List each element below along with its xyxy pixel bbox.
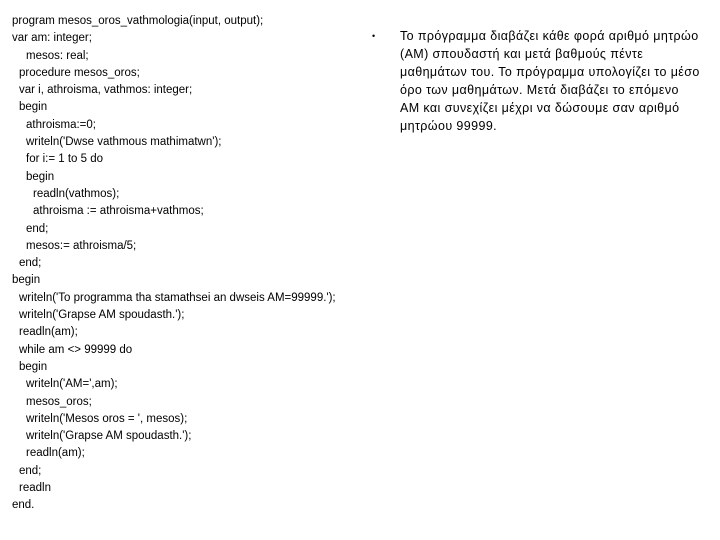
code-line: end; (26, 222, 49, 235)
code-line: var am: integer; (12, 32, 92, 45)
bullet-icon: • (372, 31, 376, 41)
code-line: athroisma:=0; (26, 118, 96, 131)
code-line: writeln('To programma tha stamathsei an dwseis AM=99999.'); (19, 291, 336, 304)
code-line: readln(vathmos); (33, 187, 120, 200)
code-line: mesos_oros; (26, 395, 92, 408)
code-line: for i:= 1 to 5 do (26, 153, 104, 166)
code-line: writeln('Grapse AM spoudasth.'); (19, 309, 185, 322)
pascal-code-block (12, 13, 336, 515)
program-description: Το πρόγραμμα διαβάζει κάθε φορά αριθμό μητρώο (ΑΜ) σπουδαστή και μετά βαθμούς πέντε μαθημάτων του. Το πρόγραμμα υπολογίζει το μέσο όρο των μαθημάτων. Μετά διαβάζει το επόμενο ΑΜ και συνεχίζει μέχρι να δώσουμε σαν αριθμό μητρώου 99999. (400, 29, 700, 133)
code-line: writeln('AM=',am); (26, 378, 118, 391)
code-line: begin (19, 360, 48, 373)
code-line: end; (19, 464, 42, 477)
code-line: end. (12, 499, 35, 512)
code-line: writeln('Mesos oros = ', mesos); (26, 412, 188, 425)
code-line: begin (19, 101, 48, 114)
code-line: begin (26, 170, 55, 183)
code-line: writeln('Dwse vathmous mathimatwn'); (26, 136, 222, 149)
code-line: begin (12, 274, 41, 287)
code-line: program mesos_oros_vathmologia(input, output); (12, 15, 264, 27)
code-line: while am <> 99999 do (19, 343, 133, 356)
code-line: var i, athroisma, vathmos: integer; (19, 84, 193, 97)
code-line: procedure mesos_oros; (19, 66, 140, 79)
code-line: readln(am); (19, 326, 78, 339)
code-line: end; (19, 257, 42, 270)
code-line: readln (19, 482, 51, 495)
code-line: readln(am); (26, 447, 85, 460)
code-line: athroisma := athroisma+vathmos; (33, 205, 204, 218)
code-line: mesos: real; (26, 49, 89, 62)
code-line: mesos:= athroisma/5; (26, 239, 137, 252)
code-line: writeln('Grapse AM spoudasth.'); (26, 430, 192, 443)
